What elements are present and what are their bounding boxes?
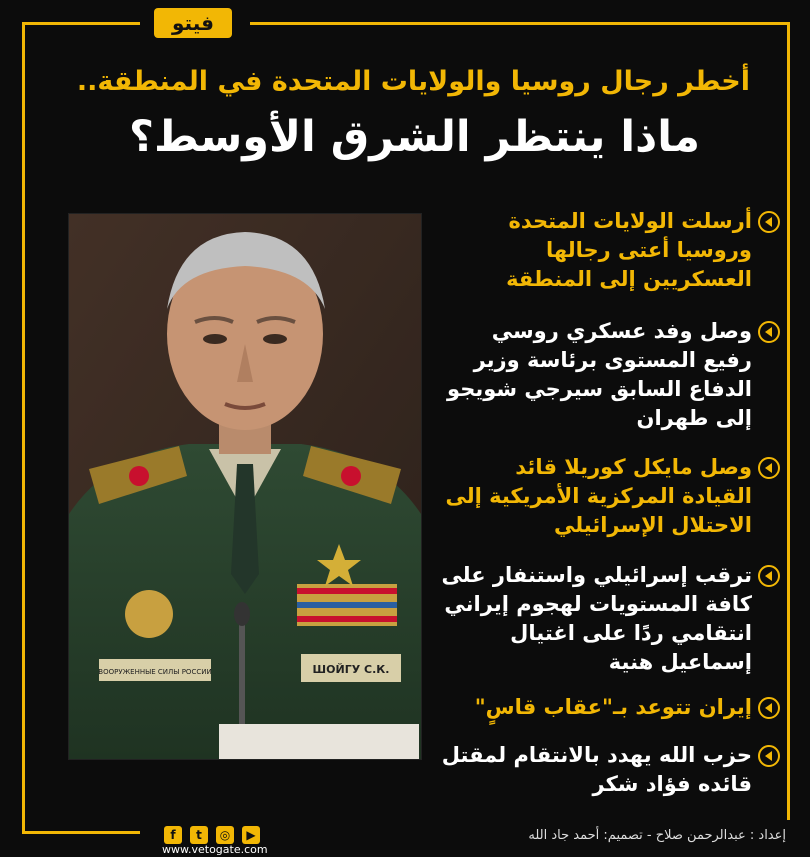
bullet-1: [440, 207, 780, 294]
chevron-left-icon: [758, 565, 780, 587]
left-chest-tag: ВООРУЖЕННЫЕ СИЛЫ РОССИИ: [98, 668, 212, 676]
bullet-4: [440, 561, 780, 677]
instagram-icon[interactable]: ◎: [216, 826, 234, 844]
name-tag: ШОЙГУ С.К.: [312, 663, 390, 676]
bullet-5: [440, 693, 780, 722]
bullet-text: حزب الله يهدد بالانتقام لمقتل قائده فؤاد شكر: [441, 743, 752, 796]
bullet-6: [440, 741, 780, 799]
shoigu-photo: [68, 213, 422, 760]
social-icons: [164, 826, 260, 844]
veto-logo: فيتو: [154, 8, 232, 38]
twitter-icon[interactable]: t: [190, 826, 208, 844]
bullet-list: [440, 205, 780, 805]
bullet-3: [440, 453, 780, 540]
chevron-left-icon: [758, 697, 780, 719]
bullet-text: وصل مايكل كوريلا قائد القيادة المركزية الأمريكية إلى الاحتلال الإسرائيلي: [445, 455, 752, 537]
chevron-left-icon: [758, 321, 780, 343]
bullet-text: إيران تتوعد بـ"عقاب قاسٍ": [474, 695, 752, 719]
page-headline: ماذا ينتظر الشرق الأوسط؟: [129, 112, 700, 162]
credits: إعداد : عبدالرحمن صلاح - تصميم: أحمد جاد الله: [528, 828, 786, 843]
bullet-2: [440, 317, 780, 433]
chevron-left-icon: [758, 457, 780, 479]
bullet-text: ترقب إسرائيلي واستنفار على كافة المستويات لهجوم إيراني انتقامي ردًا على اغتيال إسماعيل هنية: [441, 563, 752, 674]
chevron-left-icon: [758, 211, 780, 233]
bullet-text: وصل وفد عسكري روسي رفيع المستوى برئاسة وزير الدفاع السابق سيرجي شويجو إلى طهران: [447, 319, 752, 430]
portrait-illustration: [69, 214, 421, 759]
facebook-icon[interactable]: f: [164, 826, 182, 844]
chevron-left-icon: [758, 745, 780, 767]
website-url[interactable]: www.vetogate.com: [162, 843, 268, 856]
youtube-icon[interactable]: ▶: [242, 826, 260, 844]
bullet-text: أرسلت الولايات المتحدة وروسيا أعتى رجالها العسكريين إلى المنطقة: [506, 209, 752, 291]
page-title: أخطر رجال روسيا والولايات المتحدة في المنطقة..: [76, 66, 750, 97]
